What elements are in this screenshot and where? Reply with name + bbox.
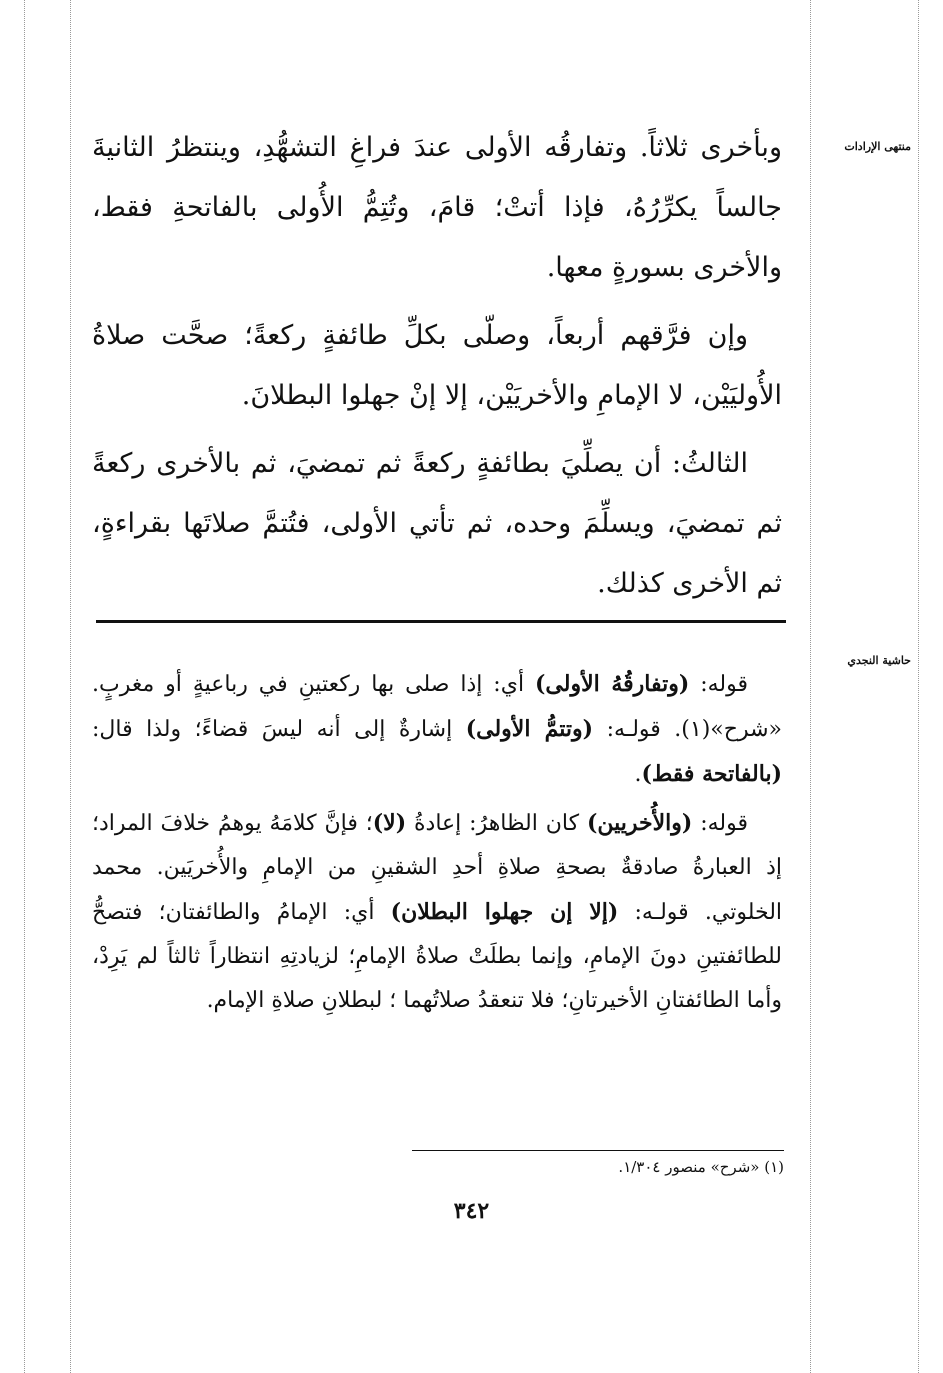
quoted-term: (وتتمُّ الأولى) — [465, 716, 594, 742]
page-number: ٣٤٢ — [453, 1198, 490, 1224]
quoted-term: (وتفارقُهُ الأولى) — [535, 671, 690, 697]
commentary-text-run: قوله: — [692, 811, 748, 836]
commentary-text-run: قوله: — [689, 672, 748, 697]
main-paragraph: الثالثُ: أن يصلِّيَ بطائفةٍ ركعةً ثم تمضيَ، ثم بالأخرى ركعةً ثم تمضيَ، ويسلِّمَ وحده، ثم تأتي الأولى، فتُتمَّ صلاتَها بقراءةٍ، ثم الأخرى كذلك. — [92, 448, 782, 599]
side-label-commentary: حاشية النجدي — [847, 654, 911, 667]
quoted-term: (إلا إن جهلوا البطلان) — [390, 899, 619, 925]
main-text — [92, 118, 782, 622]
scan-guide-line — [810, 0, 811, 1373]
commentary-text-run: أي: إذا صلى بها ركعتينِ في رباعيةٍ أو مغربٍ. «شرح»(١). قولـه: — [92, 672, 782, 742]
commentary-text — [92, 662, 782, 1027]
scan-guide-line — [70, 0, 71, 1373]
quoted-term: (والأُخريين) — [586, 810, 693, 836]
main-paragraph: وإن فرَّقهم أربعاً، وصلّى بكلِّ طائفةٍ ركعةً؛ صحَّت صلاةُ الأُوليَيْن، لا الإمامِ والأخريَيْن، إلا إنْ جهلوا البطلانَ. — [92, 320, 782, 411]
quoted-term: (بالفاتحة فقط) — [641, 761, 782, 787]
main-paragraph: وبأخرى ثلاثاً. وتفارقُه الأولى عندَ فراغِ التشهُّدِ، وينتظرُ الثانيةَ جالساً يكرِّرُهُ، فإذا أتتْ؛ قامَ، وتُتِمُّ الأُولى بالفاتحةِ فقط، والأخرى بسورةٍ معها. — [92, 132, 782, 283]
commentary-text-run: . — [634, 762, 642, 787]
commentary-text-run: إشارةٌ إلى أنه ليسَ قضاءً؛ ولذا قال: — [92, 717, 466, 742]
commentary-text-run: أي: الإمامُ والطائفتان؛ فتصحُّ للطائفتينِ دونَ الإمامِ، وإنما بطلَتْ صلاةُ الإمامِ؛ لزيادتِهِ انتظاراً ثالثاً لم يَرِدْ، وأما الطائفتانِ الأخيرتانِ؛ فلا تنعقدُ صلاتُهما ؛ لبطلانِ صلاةِ الإمام. — [92, 900, 782, 1013]
commentary-paragraph — [92, 662, 782, 797]
commentary-text-run: كان الظاهرُ: إعادةُ — [406, 811, 587, 836]
scan-guide-line — [24, 0, 25, 1373]
scan-guide-line — [918, 0, 919, 1373]
footnote: (١) «شرح» منصور ١/٣٠٤. — [618, 1158, 784, 1176]
quoted-term: (لا) — [372, 810, 407, 836]
commentary-paragraph — [92, 801, 782, 1023]
commentary-text-run: ؛ فإنَّ كلامَهُ يوهمُ خلافَ المراد؛ إذ العبارةُ صادقةٌ بصحةِ صلاةِ أحدِ الشقينِ من الإمامِ والأُخريَين. محمد الخلوتي. قولـه: — [92, 811, 783, 925]
section-divider — [96, 620, 786, 623]
footnote-divider — [412, 1150, 784, 1151]
side-label-main-text: منتهى الإرادات — [844, 140, 911, 153]
